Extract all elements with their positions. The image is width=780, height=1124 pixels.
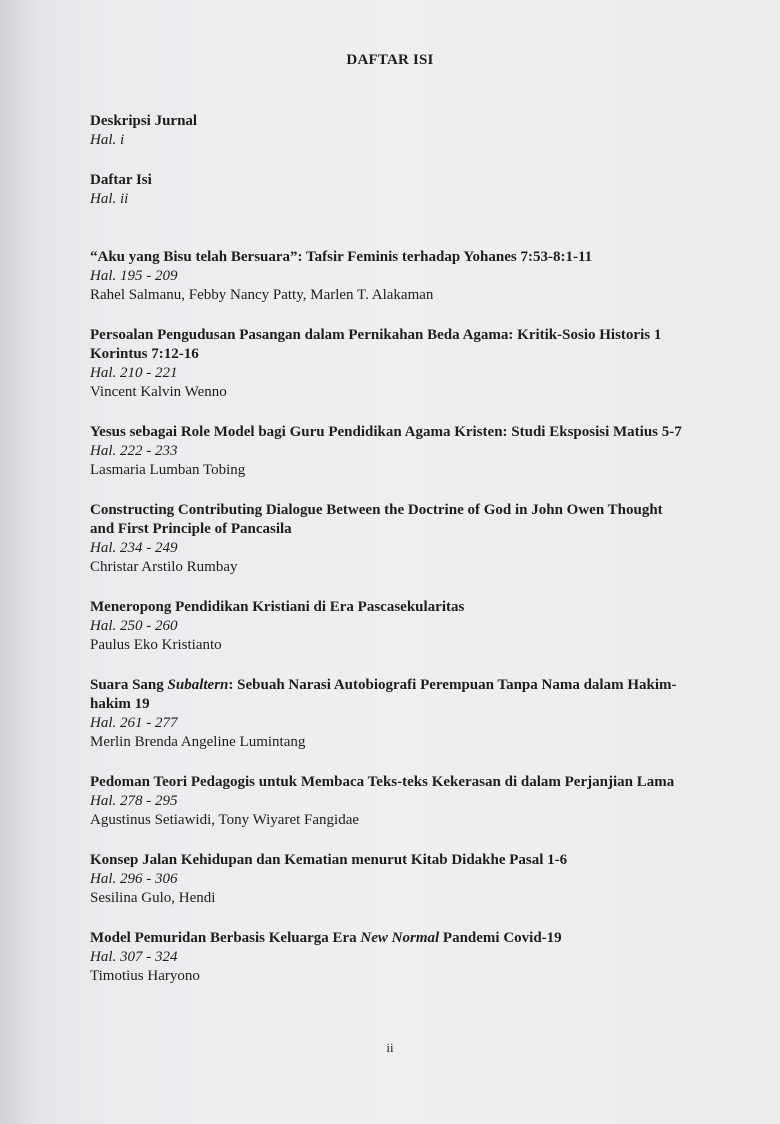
entry-title: Konsep Jalan Kehidupan dan Kematian menurut Kitab Didakhe Pasal 1-6 [90, 852, 568, 868]
entry-title: Meneropong Pendidikan Kristiani di Era Pascasekularitas [90, 599, 465, 615]
entry-authors: Sesilina Gulo, Hendi [90, 890, 216, 906]
page-number: ii [386, 1040, 394, 1055]
table-of-contents [90, 112, 690, 1007]
entry-pages: Hal. 307 - 324 [90, 949, 178, 965]
entry-pages: Hal. ii [90, 191, 129, 207]
entry-pages: Hal. 250 - 260 [90, 618, 178, 634]
page-title: DAFTAR ISI [346, 52, 434, 68]
entry-authors: Agustinus Setiawidi, Tony Wiyaret Fangidae [90, 812, 360, 828]
entry-title-emphasis: New Normal [360, 930, 440, 946]
entry-title: Deskripsi Jurnal [90, 113, 198, 129]
entry-title: “Aku yang Bisu telah Bersuara”: Tafsir Feminis terhadap Yohanes 7:53-8:1-11 [90, 249, 593, 265]
entry-authors: Rahel Salmanu, Febby Nancy Patty, Marlen T. Alakaman [90, 287, 434, 303]
entry-authors: Lasmaria Lumban Tobing [90, 462, 246, 478]
entry-pages: Hal. 195 - 209 [90, 268, 178, 284]
entry-pages: Hal. 261 - 277 [90, 715, 178, 731]
entry-title: Persoalan Pengudusan Pasangan dalam Pernikahan Beda Agama: Kritik-Sosio Historis 1 Korintus 7:12-16 [90, 327, 662, 362]
entry-title-part: : Sebuah Narasi Autobiografi Perempuan Tanpa Nama dalam Hakim-hakim 19 [90, 677, 677, 712]
toc-entry [90, 598, 690, 655]
entry-title-part: Pandemi Covid-19 [439, 930, 562, 946]
entry-authors: Paulus Eko Kristianto [90, 637, 222, 653]
entry-title-part: Model Pemuridan Berbasis Keluarga Era [90, 930, 361, 946]
entry-pages: Hal. 210 - 221 [90, 365, 178, 381]
entry-authors: Christar Arstilo Rumbay [90, 559, 238, 575]
entry-pages: Hal. i [90, 132, 125, 148]
entry-title: Pedoman Teori Pedagogis untuk Membaca Teks-teks Kekerasan di dalam Perjanjian Lama [90, 774, 675, 790]
toc-entry [90, 171, 690, 209]
entry-pages: Hal. 234 - 249 [90, 540, 178, 556]
entry-pages: Hal. 222 - 233 [90, 443, 178, 459]
toc-entry [90, 929, 690, 986]
entry-title [90, 676, 690, 714]
entry-title: Constructing Contributing Dialogue Between the Doctrine of God in John Owen Thought and First Principle of Pancasila [90, 502, 663, 537]
toc-entry [90, 112, 690, 150]
entry-authors: Timotius Haryono [90, 968, 200, 984]
entry-authors: Vincent Kalvin Wenno [90, 384, 227, 400]
toc-entry [90, 248, 690, 305]
toc-entry [90, 676, 690, 752]
entry-title [90, 929, 690, 948]
toc-entry [90, 851, 690, 908]
toc-entry [90, 423, 690, 480]
toc-entry [90, 773, 690, 830]
entry-title-emphasis: Subaltern [167, 677, 229, 693]
entry-title-part: Suara Sang [90, 677, 168, 693]
entry-title: Daftar Isi [90, 172, 152, 188]
entry-pages: Hal. 278 - 295 [90, 793, 178, 809]
toc-entry [90, 326, 690, 402]
entry-authors: Merlin Brenda Angeline Lumintang [90, 734, 306, 750]
toc-entry [90, 501, 690, 577]
entry-pages: Hal. 296 - 306 [90, 871, 178, 887]
entry-title: Yesus sebagai Role Model bagi Guru Pendidikan Agama Kristen: Studi Eksposisi Matius 5-7 [90, 424, 682, 440]
